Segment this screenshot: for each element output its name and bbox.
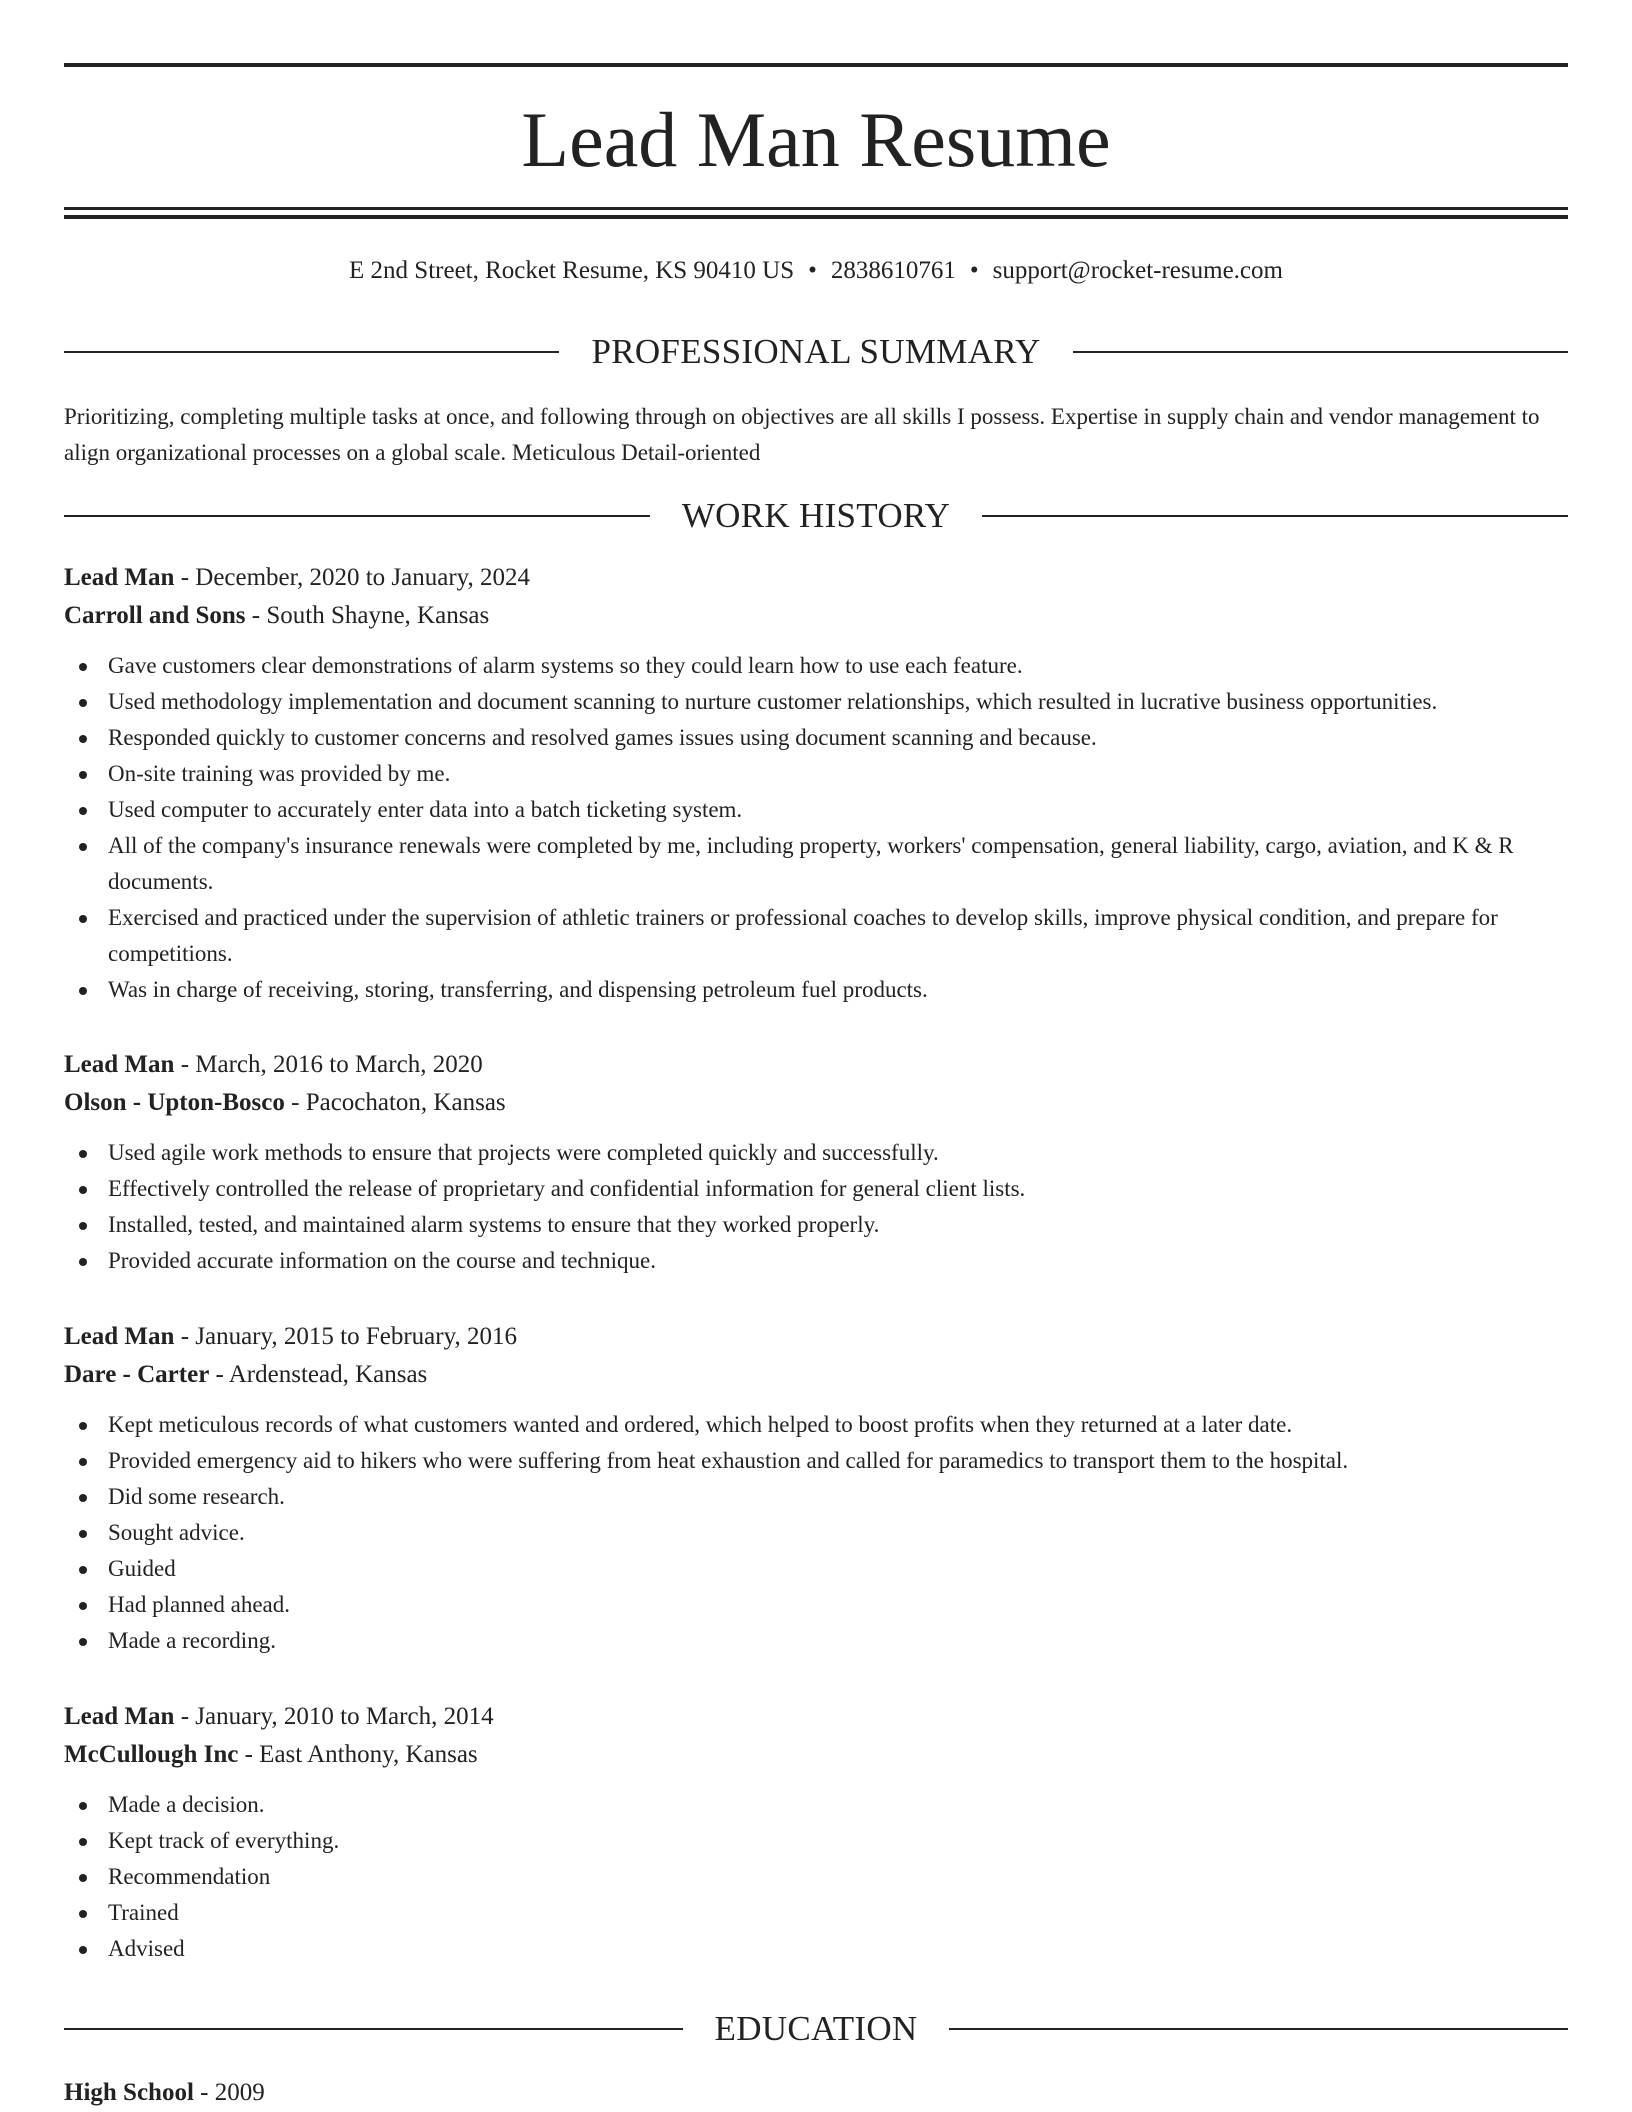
job-role: Lead Man	[64, 564, 175, 591]
job-duty-item: Responded quickly to customer concerns and resolved games issues using document scanning and because.	[64, 720, 1568, 756]
top-rule	[64, 63, 1568, 67]
heading-rule-right	[1073, 351, 1568, 353]
job-entry	[64, 559, 1568, 1008]
job-duty-item: Had planned ahead.	[64, 1587, 1568, 1623]
heading-rule-right	[949, 2028, 1568, 2030]
job-duty-item: Kept track of everything.	[64, 1823, 1568, 1859]
job-duty-item: Sought advice.	[64, 1515, 1568, 1551]
job-duty-item: Installed, tested, and maintained alarm systems to ensure that they worked properly.	[64, 1207, 1568, 1243]
section-heading-summary	[64, 330, 1568, 374]
job-company: Olson - Upton-Bosco	[64, 1089, 285, 1116]
section-heading-work-history	[64, 494, 1568, 538]
section-heading-label: EDUCATION	[714, 2009, 918, 2048]
job-title-line	[64, 1698, 1568, 1736]
job-duty-item: Provided emergency aid to hikers who were suffering from heat exhaustion and called for paramedics to transport them to the hospital.	[64, 1443, 1568, 1479]
job-duty-item: Used computer to accurately enter data into a batch ticketing system.	[64, 792, 1568, 828]
job-location: - Ardenstead, Kansas	[209, 1361, 428, 1388]
professional-summary-text: Prioritizing, completing multiple tasks at once, and following through on objectives are all skills I possess. Expertise in supply chain and vendor management to align organizational processes on a global scale. Meticulous Detail-oriented	[64, 404, 1540, 465]
title-rule-lower	[64, 215, 1568, 219]
job-duties-list	[64, 1787, 1568, 1967]
job-duty-item: Used methodology implementation and document scanning to nurture customer relationships, which resulted in lucrative business opportunities.	[64, 684, 1568, 720]
job-title-line	[64, 1318, 1568, 1356]
job-duty-item: Gave customers clear demonstrations of alarm systems so they could learn how to use each feature.	[64, 648, 1568, 684]
job-duty-item: Kept meticulous records of what customers wanted and ordered, which helped to boost profits when they returned at a later date.	[64, 1407, 1568, 1443]
job-company: Carroll and Sons	[64, 602, 246, 629]
job-company-line	[64, 1084, 1568, 1122]
job-duty-item: Guided	[64, 1551, 1568, 1587]
job-duties-list	[64, 648, 1568, 1008]
job-location: - Pacochaton, Kansas	[284, 1089, 506, 1116]
job-dates: - March, 2016 to March, 2020	[174, 1051, 483, 1078]
job-duty-item: Recommendation	[64, 1859, 1568, 1895]
job-title-line	[64, 1046, 1568, 1084]
job-duties-list	[64, 1135, 1568, 1279]
job-duty-item: Used agile work methods to ensure that projects were completed quickly and successfully.	[64, 1135, 1568, 1171]
job-entry	[64, 1698, 1568, 1967]
resume-page	[64, 0, 1568, 2112]
job-dates: - December, 2020 to January, 2024	[174, 564, 531, 591]
job-role: Lead Man	[64, 1051, 175, 1078]
contact-email: support@rocket-resume.com	[992, 257, 1283, 284]
job-company: Dare - Carter	[64, 1361, 210, 1388]
job-duty-item: All of the company's insurance renewals were completed by me, including property, workers' compensation, general liability, cargo, aviation, and K & R documents.	[64, 828, 1568, 900]
job-duties-list	[64, 1407, 1568, 1659]
education-degree: High School	[64, 2079, 194, 2106]
contact-phone: 2838610761	[830, 257, 956, 284]
section-heading-label: WORK HISTORY	[681, 496, 951, 535]
job-duty-item: Provided accurate information on the course and technique.	[64, 1243, 1568, 1279]
resume-title: Lead Man Resume	[521, 96, 1111, 183]
job-company-line	[64, 1356, 1568, 1394]
job-location: - South Shayne, Kansas	[245, 602, 490, 629]
contact-separator: •	[969, 257, 979, 284]
job-dates: - January, 2015 to February, 2016	[174, 1323, 517, 1350]
title-rule-upper	[64, 207, 1568, 210]
job-duty-item: Was in charge of receiving, storing, transferring, and dispensing petroleum fuel products.	[64, 972, 1568, 1008]
section-heading-education	[64, 2007, 1568, 2051]
job-role: Lead Man	[64, 1703, 175, 1730]
job-company-line	[64, 597, 1568, 635]
section-heading-label: PROFESSIONAL SUMMARY	[591, 332, 1041, 371]
contact-separator: •	[808, 257, 817, 284]
heading-rule-left	[64, 515, 650, 517]
heading-rule-left	[64, 351, 559, 353]
job-duty-item: Exercised and practiced under the supervision of athletic trainers or professional coaches to develop skills, improve physical condition, and prepare for competitions.	[64, 900, 1568, 972]
job-entry	[64, 1318, 1568, 1659]
job-duty-item: Advised	[64, 1931, 1568, 1967]
job-duty-item: Made a decision.	[64, 1787, 1568, 1823]
job-role: Lead Man	[64, 1323, 175, 1350]
job-duty-item: Made a recording.	[64, 1623, 1568, 1659]
job-entry	[64, 1046, 1568, 1279]
education-entry	[64, 2074, 265, 2112]
job-duty-item: Trained	[64, 1895, 1568, 1931]
job-duty-item: Did some research.	[64, 1479, 1568, 1515]
job-company: McCullough Inc	[64, 1741, 239, 1768]
job-company-line	[64, 1736, 1568, 1774]
heading-rule-left	[64, 2028, 683, 2030]
job-dates: - January, 2010 to March, 2014	[174, 1703, 494, 1730]
education-year: - 2009	[193, 2079, 265, 2106]
contact-line	[64, 254, 1568, 288]
job-duty-item: On-site training was provided by me.	[64, 756, 1568, 792]
heading-rule-right	[982, 515, 1568, 517]
contact-address: E 2nd Street, Rocket Resume, KS 90410 US	[349, 257, 795, 284]
job-duty-item: Effectively controlled the release of proprietary and confidential information for general client lists.	[64, 1171, 1568, 1207]
job-location: - East Anthony, Kansas	[238, 1741, 478, 1768]
job-title-line	[64, 559, 1568, 597]
